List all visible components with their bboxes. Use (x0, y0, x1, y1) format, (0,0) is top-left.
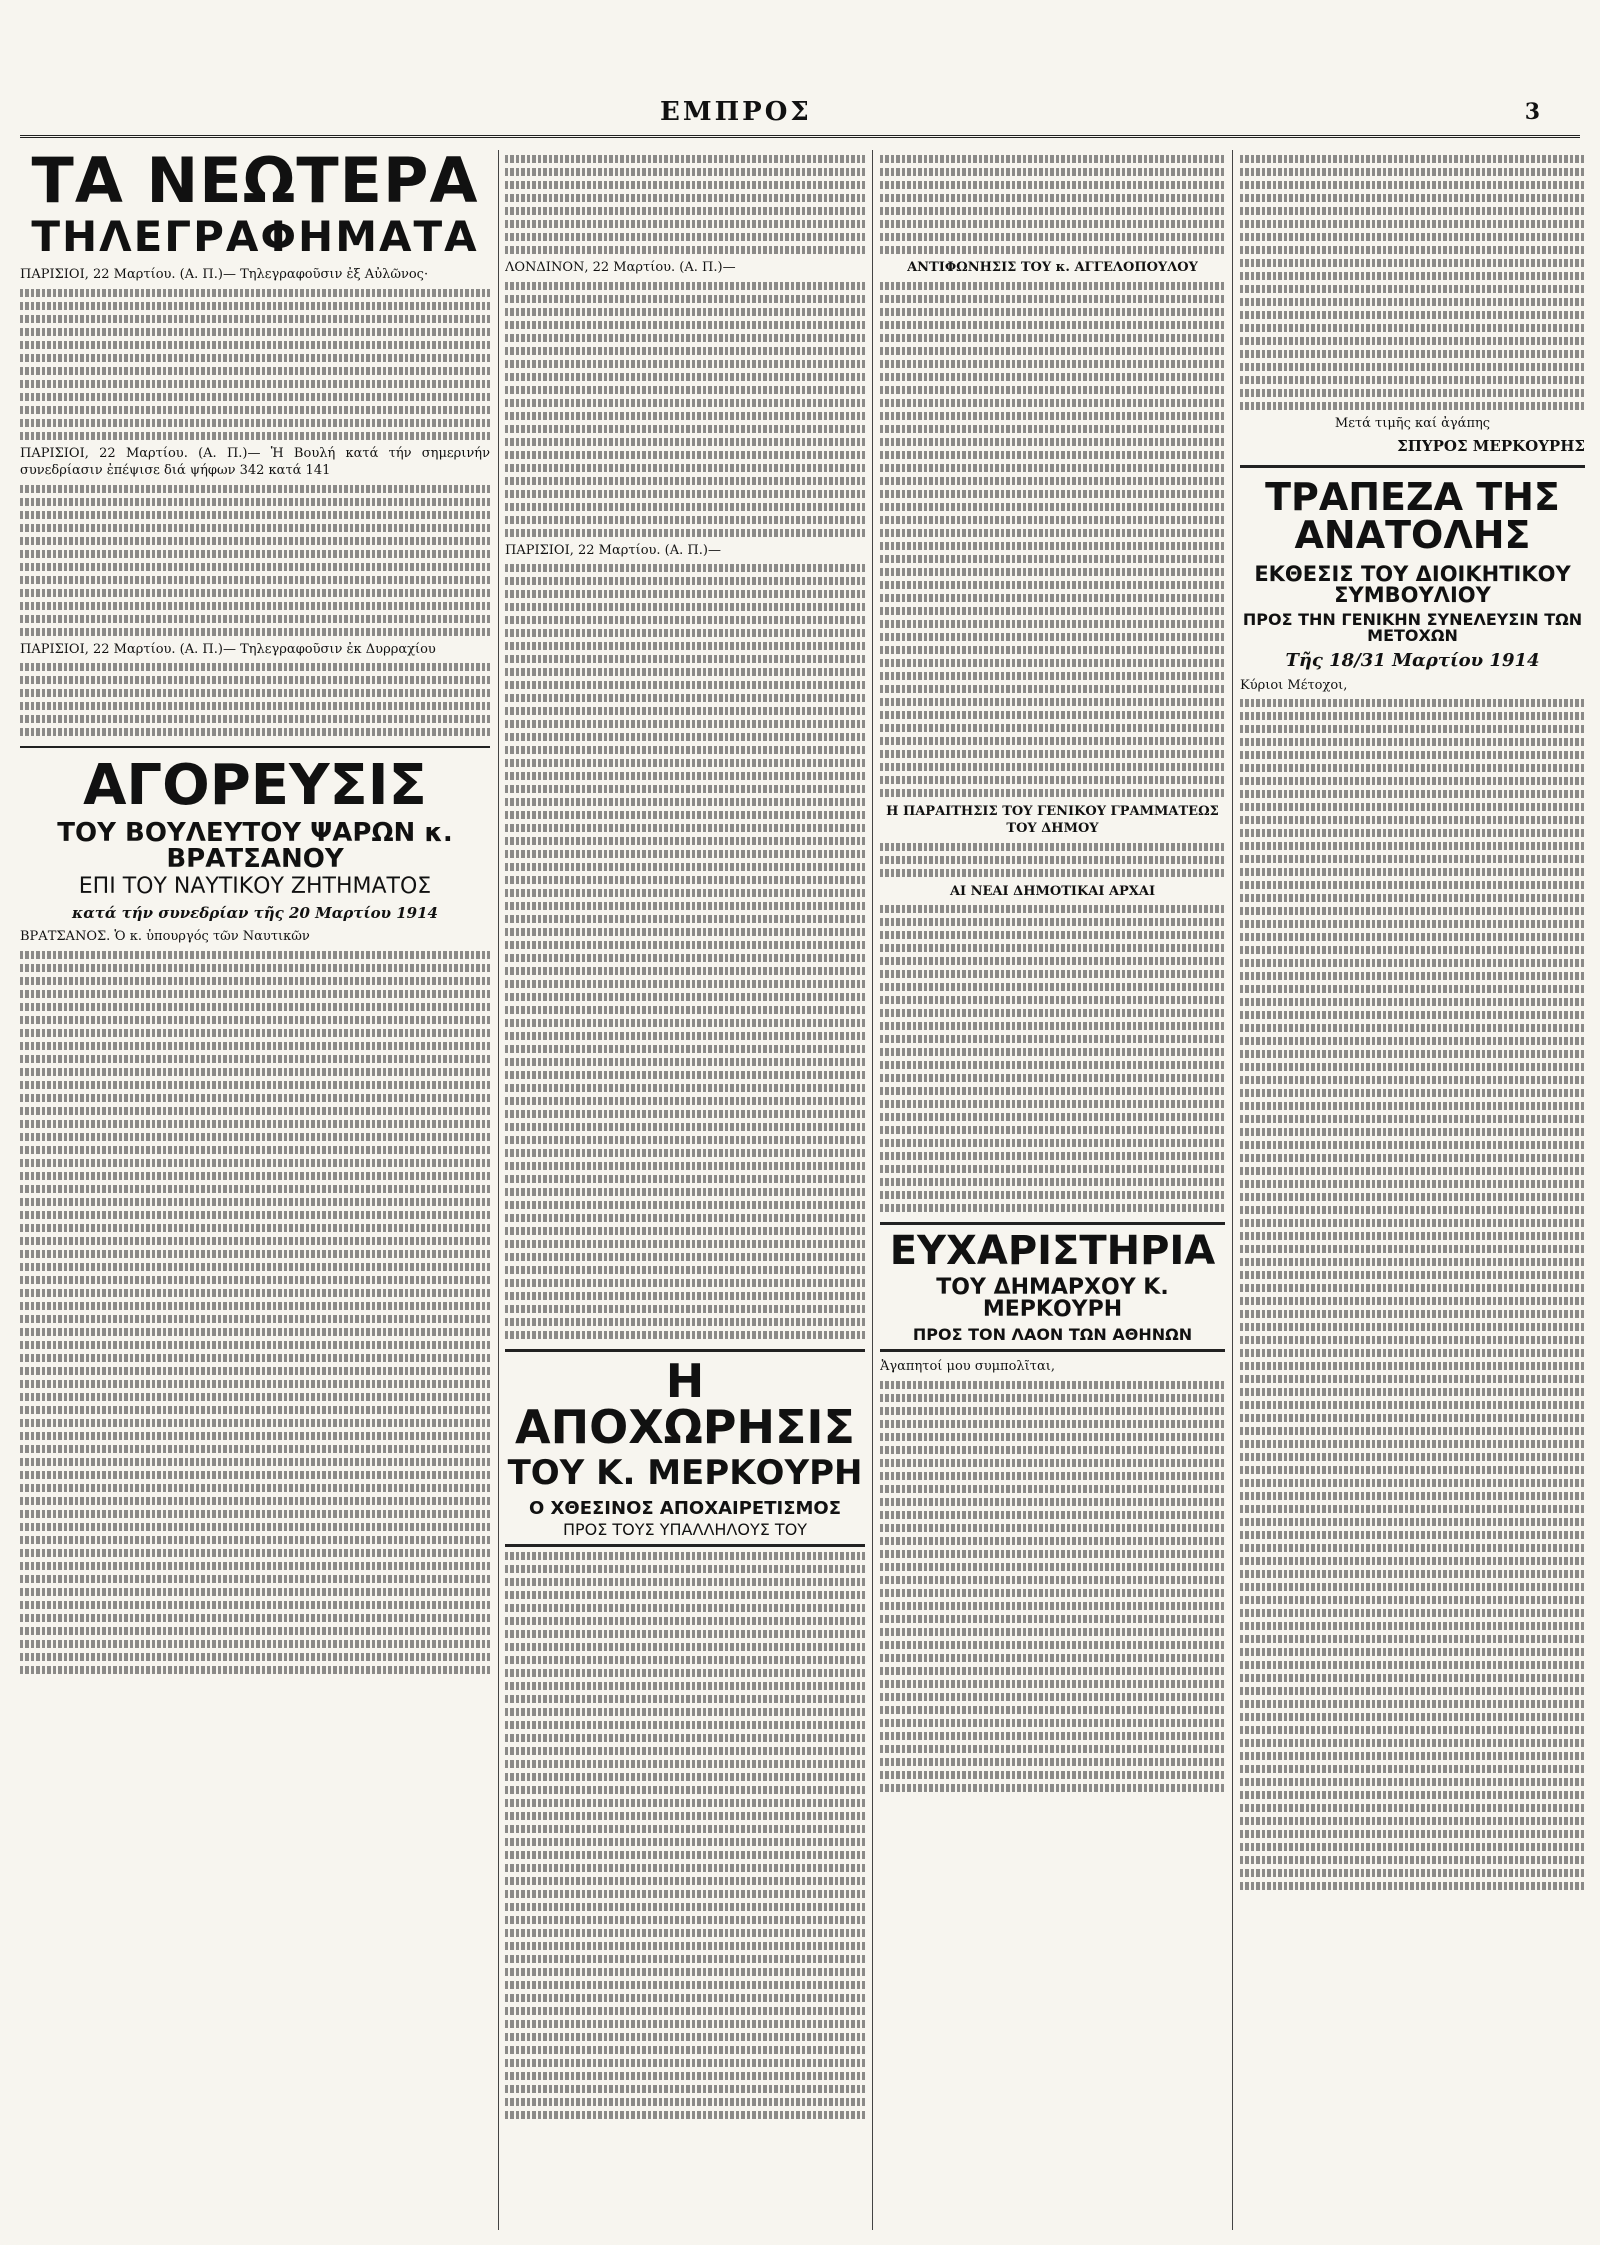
report-salutation: Κύριοι Μέτοχοι, (1240, 677, 1348, 693)
secretary-resignation-heading: Η ΠΑΡΑΙΤΗΣΙΣ ΤΟΥ ΓΕΝΙΚΟΥ ΓΡΑΜΜΑΤΕΩΣ ΤΟΥ ΔΗΜΟΥ (886, 803, 1219, 836)
column-4 (1240, 150, 1585, 2230)
page-number: 3 (1524, 99, 1540, 125)
resignation-headline: Η ΑΠΟΧΩΡΗΣΙΣ (515, 1354, 855, 1454)
telegrams-heading: ΤΗΛΕΓΡΑΦΗΜΑΤΑ (31, 212, 479, 261)
report-date: Τῆς 18/31 Μαρτίου 1914 (1285, 649, 1540, 671)
speech-subheadline: ΤΟΥ ΒΟΥΛΕΥΤΟΥ ΨΑΡΩΝ κ. ΒΡΑΤΣΑΝΟΥ (57, 818, 453, 874)
newspaper-title: ΕΜΠΡΟΣ (660, 97, 812, 127)
thanks-salutation: Ἀγαπητοί μου συμπολῖται, (880, 1359, 1055, 1374)
thanks-subheadline: ΤΟΥ ΔΗΜΑΡΧΟΥ Κ. ΜΕΡΚΟΥΡΗ (936, 1275, 1169, 1322)
telegram-paris-1: ΠΑΡΙΣΙΟΙ, 22 Μαρτίου. (Α. Π.)— Τηλεγραφοῦσιν ἐξ Αὐλῶνος· (20, 267, 429, 282)
speech-body-start: ΒΡΑΤΣΑΝΟΣ. Ὁ κ. ὑπουργός τῶν Ναυτικῶν (20, 929, 310, 944)
resignation-subhead-2: ΠΡΟΣ ΤΟΥΣ ΥΠΑΛΛΗΛΟΥΣ ΤΟΥ (562, 1520, 808, 1539)
closing-line: Μετά τιμῆς καί ἀγάπης (1334, 416, 1491, 431)
report-headline: ΕΚΘΕΣΙΣ ΤΟΥ ΔΙΟΙΚΗΤΙΚΟΥ ΣΥΜΒΟΥΛΙΟΥ (1254, 561, 1571, 607)
speech-date: κατά τήν συνεδρίαν τῆς 20 Μαρτίου 1914 (72, 904, 438, 922)
bank-headline: ΤΡΑΠΕΖΑ ΤΗΣ ΑΝΑΤΟΛΗΣ (1265, 474, 1560, 557)
telegram-paris-4: ΠΑΡΙΣΙΟΙ, 22 Μαρτίου. (Α. Π.)— (505, 542, 721, 558)
column-3 (880, 150, 1225, 2230)
column-rule (1232, 150, 1233, 2230)
new-municipal-heading: ΑΙ ΝΕΑΙ ΔΗΜΟΤΙΚΑΙ ΑΡΧΑΙ (949, 883, 1156, 899)
resignation-subhead: Ο ΧΘΕΣΙΝΟΣ ΑΠΟΧΑΙΡΕΤΙΣΜΟΣ (528, 1498, 842, 1519)
thanks-subheadline-2: ΠΡΟΣ ΤΟΝ ΛΑΟΝ ΤΩΝ ΑΘΗΝΩΝ (912, 1325, 1193, 1344)
thanks-headline: ΕΥΧΑΡΙΣΤΗΡΙΑ (889, 1228, 1216, 1274)
news-headline: ΤΑ ΝΕΩΤΕΡΑ (31, 150, 479, 217)
speech-topic: ΕΠΙ ΤΟΥ ΝΑΥΤΙΚΟΥ ΖΗΤΗΜΑΤΟΣ (78, 874, 432, 899)
reply-heading: ΑΝΤΙΦΩΝΗΣΙΣ ΤΟΥ κ. ΑΓΓΕΛΟΠΟΥΛΟΥ (907, 260, 1198, 275)
telegram-paris-2: ΠΑΡΙΣΙΟΙ, 22 Μαρτίου. (Α. Π.)— Ἡ Βουλή κατά τήν σημερινήν συνεδρίασιν ἐπέψισε διά ψήφων 342 κατά 141 (20, 445, 490, 478)
column-1 (20, 150, 490, 2230)
telegram-london: ΛΟΝΔΙΝΟΝ, 22 Μαρτίου. (Α. Π.)— (505, 260, 736, 275)
column-rule (872, 150, 873, 2230)
masthead (20, 95, 1580, 138)
report-subheadline: ΠΡΟΣ ΤΗΝ ΓΕΝΙΚΗΝ ΣΥΝΕΛΕΥΣΙΝ ΤΩΝ ΜΕΤΟΧΩΝ (1242, 609, 1583, 645)
signature: ΣΠΥΡΟΣ ΜΕΡΚΟΥΡΗΣ (1397, 436, 1585, 455)
telegram-paris-3: ΠΑΡΙΣΙΟΙ, 22 Μαρτίου. (Α. Π.)— Τηλεγραφοῦσιν ἐκ Δυρραχίου (20, 641, 436, 657)
speech-headline: ΑΓΟΡΕΥΣΙΣ (83, 753, 427, 818)
resignation-headline-2: ΤΟΥ Κ. ΜΕΡΚΟΥΡΗ (507, 1453, 863, 1493)
column-2 (505, 150, 865, 2230)
column-rule (498, 150, 499, 2230)
